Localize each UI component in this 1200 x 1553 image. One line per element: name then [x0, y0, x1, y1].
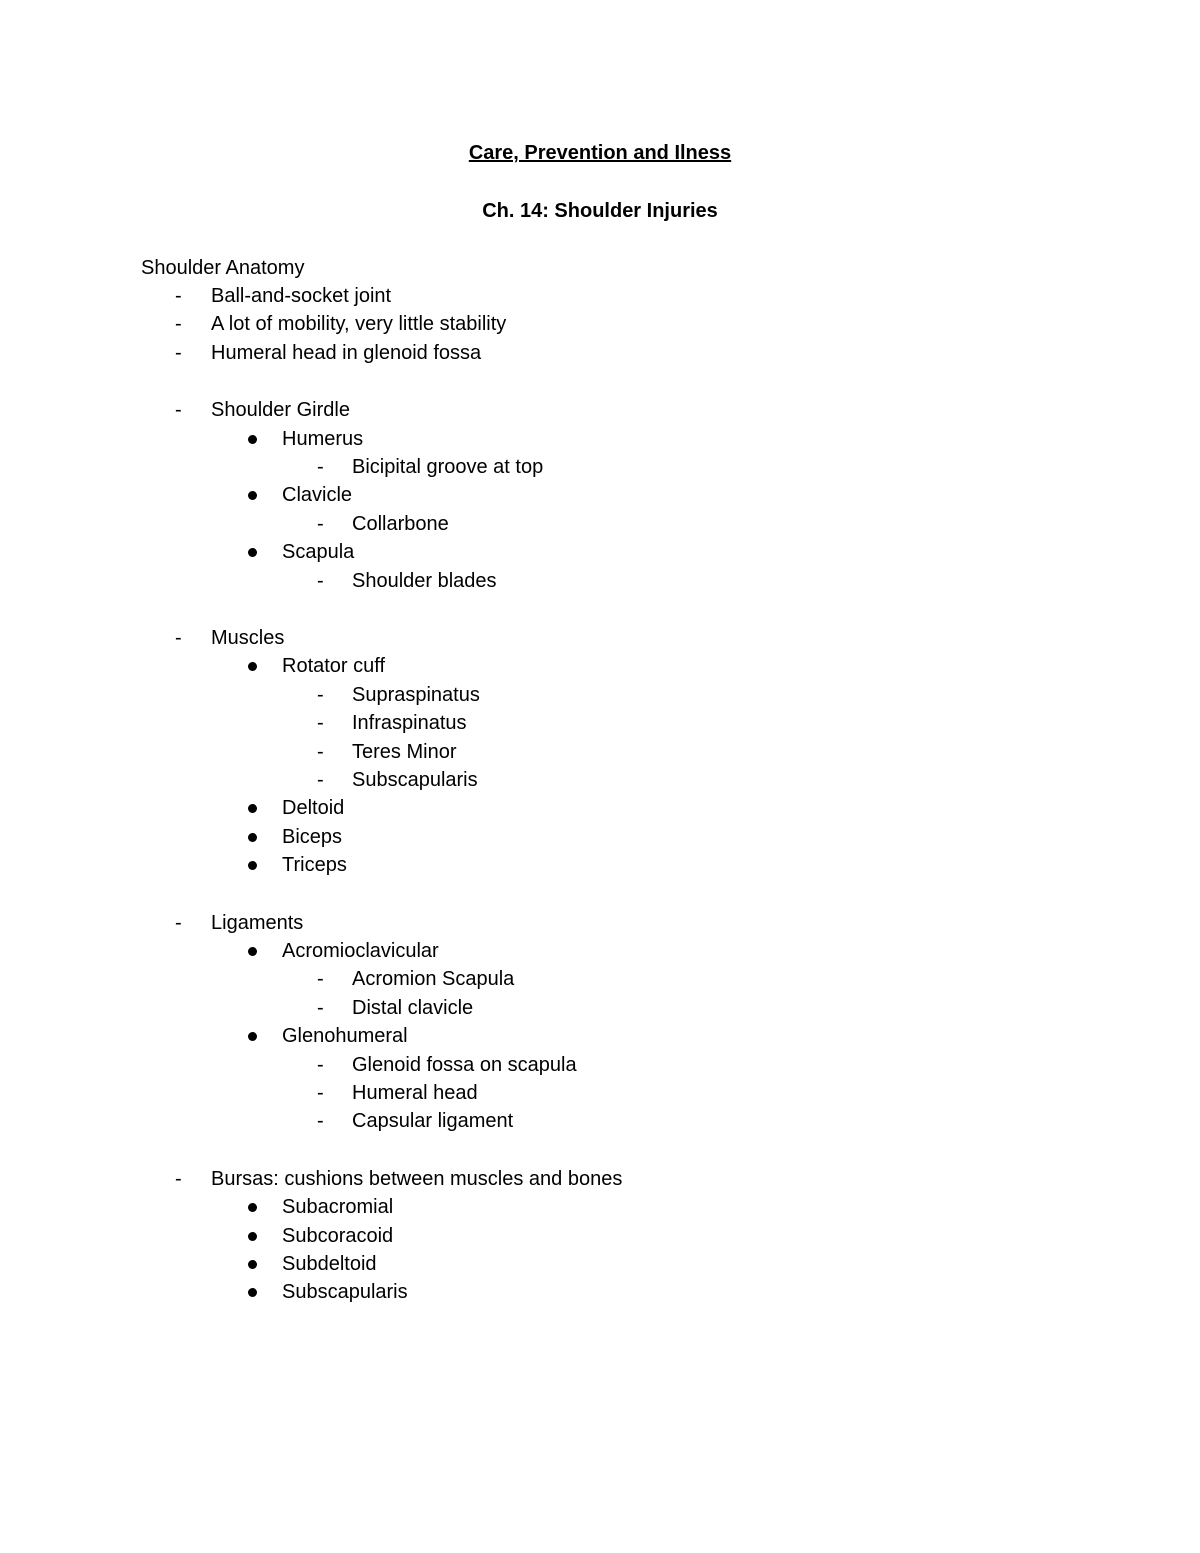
list-item — [0, 681, 1200, 709]
list-item — [0, 282, 1200, 310]
list-item-text: Subscapularis — [282, 1281, 408, 1303]
dash-marker: - — [317, 570, 324, 592]
list-item — [0, 1165, 1200, 1193]
dash-marker: - — [317, 712, 324, 734]
dash-marker: - — [175, 627, 182, 649]
bullet-icon — [248, 1288, 257, 1297]
list-item-text: Rotator cuff — [282, 655, 386, 677]
list-item — [0, 425, 1200, 453]
list-item — [0, 738, 1200, 766]
bullet-icon — [248, 1032, 257, 1041]
list-item-text: Collarbone — [352, 513, 449, 535]
list-item-text: Humerus — [282, 428, 364, 450]
list-item-text: Subscapularis — [352, 769, 478, 791]
list-item — [0, 481, 1200, 509]
list-item — [0, 823, 1200, 851]
list-item-text: Shoulder blades — [352, 570, 497, 592]
list-item — [0, 1193, 1200, 1221]
bullet-icon — [248, 861, 257, 870]
list-item — [0, 1107, 1200, 1135]
dash-marker: - — [317, 1082, 324, 1104]
list-item-text: Triceps — [282, 854, 347, 876]
list-item — [0, 1222, 1200, 1250]
bullet-icon — [248, 435, 257, 444]
list-item-text: Ligaments — [211, 912, 304, 934]
list-item — [0, 937, 1200, 965]
list-item-text: Supraspinatus — [352, 684, 480, 706]
list-item-text: Subacromial — [282, 1196, 394, 1218]
list-item-text: Capsular ligament — [352, 1110, 514, 1132]
bullet-icon — [248, 947, 257, 956]
list-item-text: Glenoid fossa on scapula — [352, 1054, 577, 1076]
list-item — [0, 396, 1200, 424]
chapter-title: Ch. 14: Shoulder Injuries — [482, 200, 718, 222]
bullet-icon — [248, 662, 257, 671]
list-item-text: Bicipital groove at top — [352, 456, 544, 478]
list-item — [0, 1079, 1200, 1107]
dash-marker: - — [317, 456, 324, 478]
list-item — [0, 851, 1200, 879]
list-item-text: Scapula — [282, 541, 355, 563]
list-item — [0, 310, 1200, 338]
bullet-icon — [248, 548, 257, 557]
section-heading-text: Shoulder Anatomy — [141, 257, 305, 279]
list-item — [0, 1278, 1200, 1306]
dash-marker: - — [175, 399, 182, 421]
list-item-text: Acromioclavicular — [282, 940, 439, 962]
list-item — [0, 624, 1200, 652]
section-heading — [141, 254, 304, 282]
dash-marker: - — [175, 1168, 182, 1190]
list-item — [0, 1022, 1200, 1050]
list-item-text: Clavicle — [282, 484, 353, 506]
dash-marker: - — [317, 1054, 324, 1076]
dash-marker: - — [317, 769, 324, 791]
list-item — [0, 1051, 1200, 1079]
dash-marker: - — [317, 968, 324, 990]
list-item-text: Ball-and-socket joint — [211, 285, 392, 307]
list-item-text: Biceps — [282, 826, 343, 848]
list-item-text: Humeral head — [352, 1082, 478, 1104]
list-item — [0, 766, 1200, 794]
dash-marker: - — [317, 997, 324, 1019]
list-item-text: Distal clavicle — [352, 997, 474, 1019]
list-item — [0, 1250, 1200, 1278]
dash-marker: - — [317, 684, 324, 706]
list-item-text: Shoulder Girdle — [211, 399, 350, 421]
list-item — [0, 339, 1200, 367]
list-item — [0, 567, 1200, 595]
dash-marker: - — [317, 1110, 324, 1132]
bullet-icon — [248, 1232, 257, 1241]
list-item-text: Deltoid — [282, 797, 345, 819]
list-item — [0, 453, 1200, 481]
dash-marker: - — [317, 741, 324, 763]
bullet-icon — [248, 1260, 257, 1269]
list-item — [0, 909, 1200, 937]
dash-marker: - — [175, 912, 182, 934]
bullet-icon — [248, 491, 257, 500]
bullet-icon — [248, 804, 257, 813]
list-item-text: Muscles — [211, 627, 285, 649]
list-item-text: Glenohumeral — [282, 1025, 408, 1047]
list-item-text: Acromion Scapula — [352, 968, 515, 990]
list-item — [0, 794, 1200, 822]
document-title: Care, Prevention and Ilness — [468, 142, 732, 164]
list-item — [0, 709, 1200, 737]
list-item — [0, 994, 1200, 1022]
list-item-text: Subdeltoid — [282, 1253, 377, 1275]
list-item — [0, 538, 1200, 566]
bullet-icon — [248, 833, 257, 842]
list-item-text: Humeral head in glenoid fossa — [211, 342, 482, 364]
dash-marker: - — [175, 285, 182, 307]
dash-marker: - — [175, 313, 182, 335]
dash-marker: - — [317, 513, 324, 535]
list-item-text: Teres Minor — [352, 741, 457, 763]
list-item — [0, 510, 1200, 538]
list-item-text: A lot of mobility, very little stability — [211, 313, 507, 335]
list-item — [0, 652, 1200, 680]
bullet-icon — [248, 1203, 257, 1212]
list-item — [0, 965, 1200, 993]
list-item-text: Infraspinatus — [352, 712, 467, 734]
dash-marker: - — [175, 342, 182, 364]
list-item-text: Subcoracoid — [282, 1225, 394, 1247]
list-item-text: Bursas: cushions between muscles and bones — [211, 1168, 623, 1190]
